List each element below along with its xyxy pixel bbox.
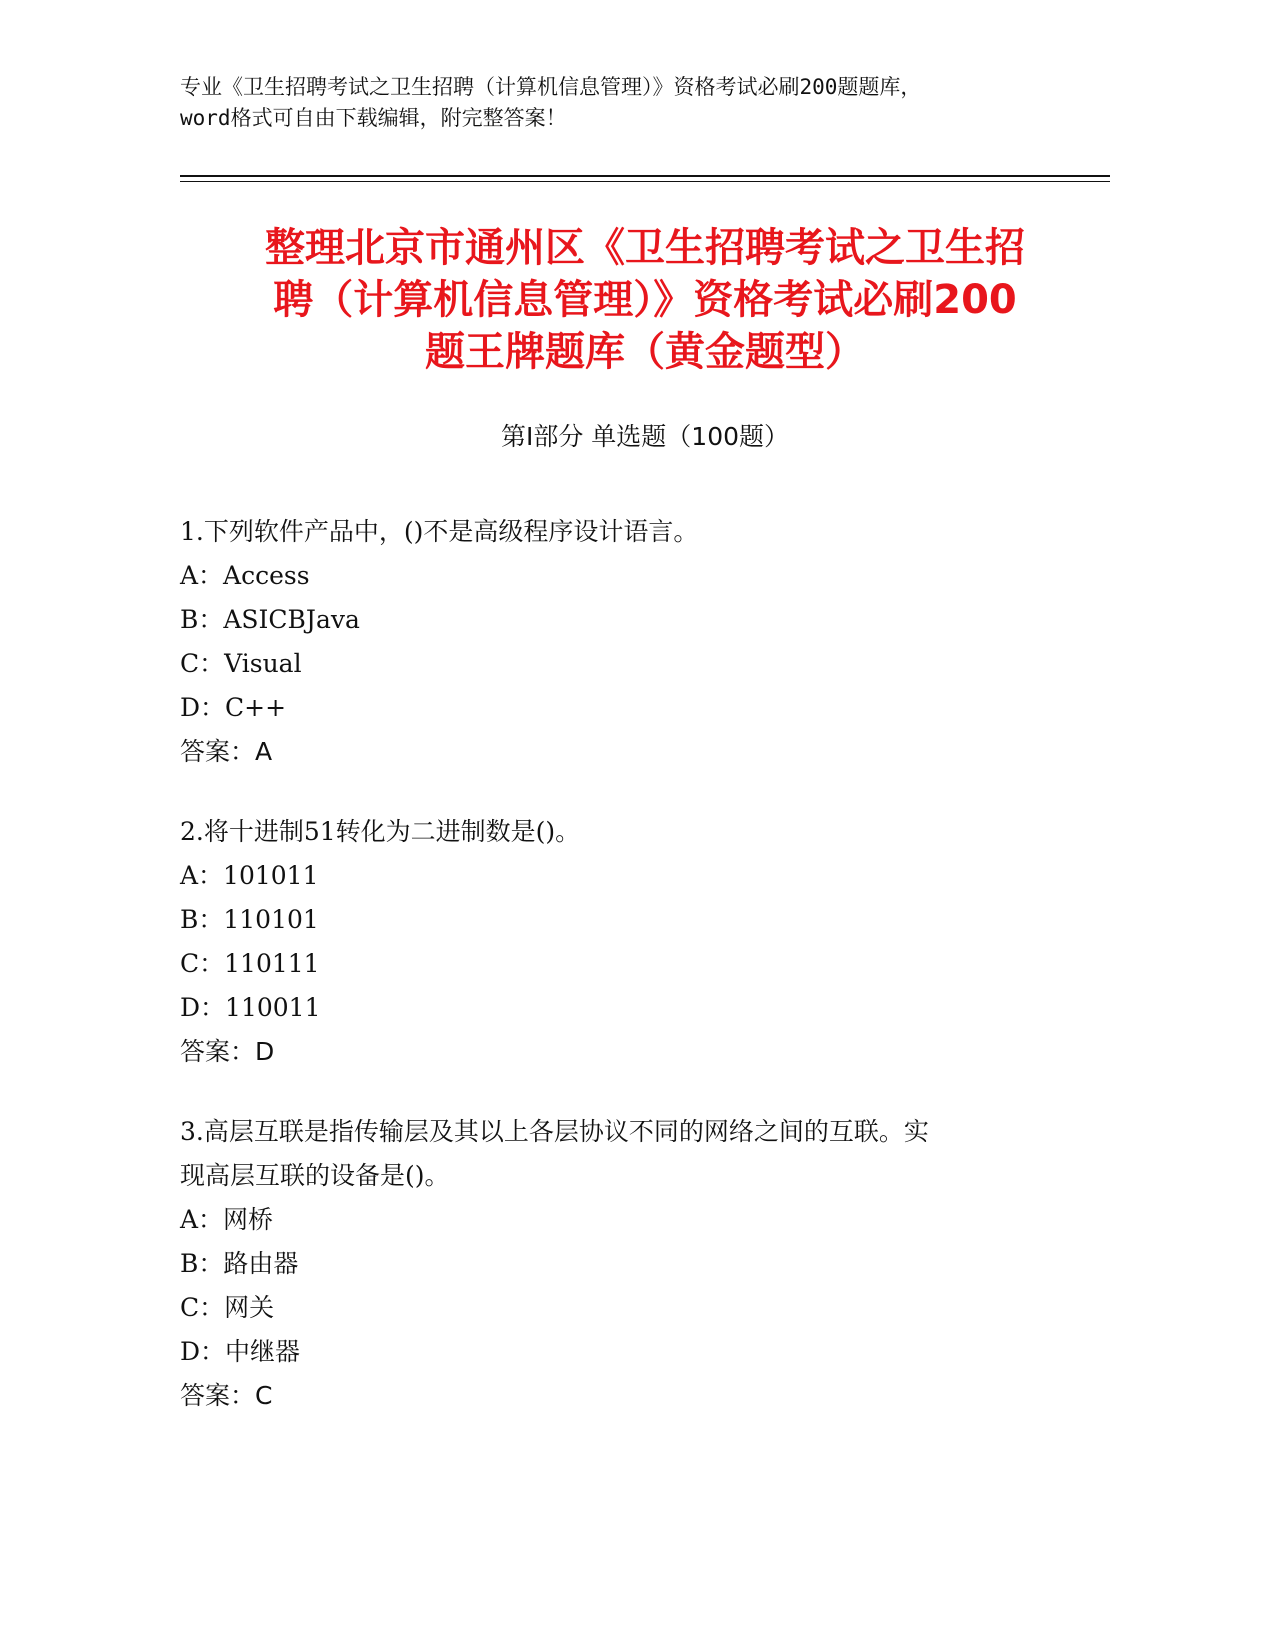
- question-1: [180, 510, 1080, 774]
- option-d: D：C++: [180, 693, 287, 722]
- header-note-line-2: word格式可自由下载编辑，附完整答案！: [180, 106, 567, 130]
- option-d: D：中继器: [180, 1337, 301, 1366]
- option-a: A：101011: [180, 861, 319, 890]
- document-title-line-1: 整理北京市通州区《卫生招聘考试之卫生招: [265, 225, 1025, 271]
- header-note: [180, 72, 1110, 134]
- document-title: [150, 222, 1140, 378]
- document-title-line-3: 题王牌题库（黄金题型）: [425, 329, 865, 375]
- answer: 答案：D: [180, 1037, 275, 1066]
- option-b: B：110101: [180, 905, 319, 934]
- option-a: A：Access: [180, 561, 310, 590]
- option-c: C：110111: [180, 949, 320, 978]
- header-divider-thick: [180, 175, 1110, 177]
- header-divider-thin: [180, 181, 1110, 182]
- option-c: C：网关: [180, 1293, 275, 1322]
- question-2: [180, 810, 1080, 1074]
- question-stem-line-2: 现高层互联的设备是()。: [180, 1161, 450, 1190]
- option-b: B：路由器: [180, 1249, 299, 1278]
- question-stem-line-1: 3.高层互联是指传输层及其以上各层协议不同的网络之间的互联。实: [180, 1117, 929, 1146]
- answer: 答案：C: [180, 1381, 273, 1410]
- document-title-line-2: 聘（计算机信息管理）》资格考试必刷200: [273, 277, 1017, 323]
- option-a: A：网桥: [180, 1205, 274, 1234]
- question-3: [180, 1110, 1080, 1418]
- section-heading: 第Ⅰ部分 单选题（100题）: [500, 422, 790, 451]
- question-list: [180, 510, 1080, 1454]
- question-stem: 1.下列软件产品中，()不是高级程序设计语言。: [180, 517, 699, 546]
- question-stem: 2.将十进制51转化为二进制数是()。: [180, 817, 581, 846]
- option-c: C：Visual: [180, 649, 302, 678]
- header-note-line-1: 专业《卫生招聘考试之卫生招聘（计算机信息管理）》资格考试必刷200题题库，: [180, 75, 922, 99]
- option-d: D：110011: [180, 993, 321, 1022]
- option-b: B：ASICBJava: [180, 605, 360, 634]
- answer: 答案：A: [180, 737, 273, 766]
